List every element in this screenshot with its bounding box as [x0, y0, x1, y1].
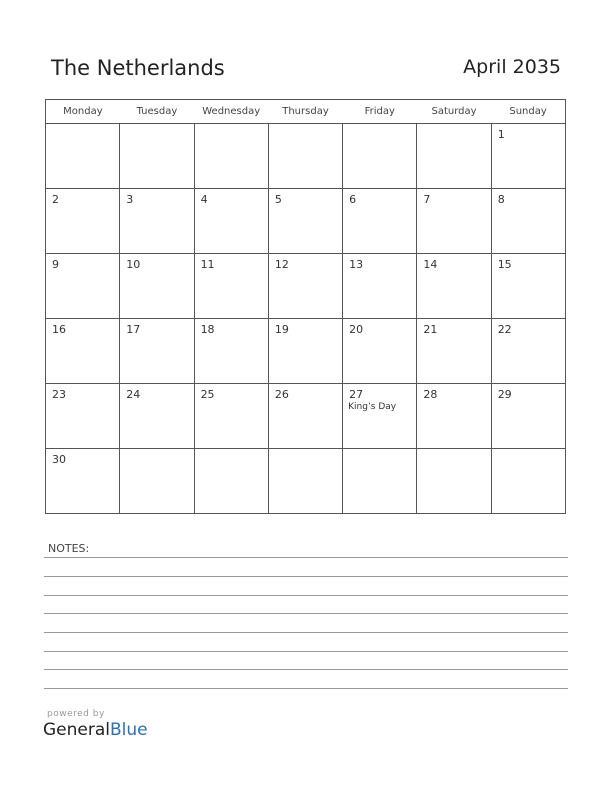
day-number: 21 [423, 323, 438, 336]
calendar-day-cell [417, 384, 491, 449]
calendar-day-cell [46, 124, 120, 189]
calendar-month-year: April 2035 [463, 56, 561, 78]
day-number: 3 [126, 193, 134, 206]
day-number: 2 [52, 193, 59, 206]
calendar-day-cell [194, 189, 268, 254]
calendar-day-cell [120, 124, 194, 189]
calendar-day-cell [194, 319, 268, 384]
day-number: 1 [497, 128, 505, 141]
calendar-day-cell [417, 319, 491, 384]
day-number: 8 [497, 193, 505, 206]
day-number: 27 [349, 388, 364, 401]
day-number: 13 [349, 258, 364, 271]
calendar-day-cell [343, 449, 417, 514]
day-number: 12 [274, 258, 289, 271]
calendar-day-cell [491, 189, 565, 254]
calendar-day-cell [46, 384, 120, 449]
calendar-day-cell [268, 124, 342, 189]
day-number: 9 [52, 258, 59, 271]
notes-label: NOTES: [48, 542, 90, 555]
logo-text-blue: Blue [110, 720, 148, 740]
calendar-day-cell [120, 254, 194, 319]
day-number: 18 [200, 323, 215, 336]
calendar-day-cell [417, 449, 491, 514]
calendar-day-cell [194, 124, 268, 189]
calendar-week-row [46, 124, 566, 189]
calendar-day-cell [120, 189, 194, 254]
day-number: 30 [52, 453, 66, 466]
day-number [120, 449, 193, 453]
logo-text-general: General [43, 720, 110, 740]
day-number: 26 [274, 388, 289, 401]
day-number: 20 [349, 323, 364, 336]
calendar-day-cell [343, 254, 417, 319]
note-line [44, 651, 568, 652]
note-line [44, 557, 568, 558]
calendar-week-row [46, 319, 566, 384]
weekday-header: Sunday [491, 100, 565, 124]
day-number: 22 [497, 323, 512, 336]
calendar-day-cell [417, 124, 491, 189]
calendar-day-cell [417, 254, 491, 319]
day-number: 15 [497, 258, 512, 271]
calendar-grid [45, 99, 566, 514]
calendar-day-cell [120, 319, 194, 384]
calendar-day-cell [268, 319, 342, 384]
day-number [195, 449, 268, 453]
calendar-day-cell [491, 124, 565, 189]
calendar-day-cell [343, 319, 417, 384]
note-line [44, 595, 568, 596]
day-number [343, 449, 416, 453]
powered-by-text: powered by [47, 709, 105, 719]
calendar-day-cell [343, 124, 417, 189]
calendar-day-cell [46, 449, 120, 514]
day-number: 29 [497, 388, 512, 401]
day-number [417, 449, 490, 453]
weekday-header-row [46, 100, 566, 124]
day-number [195, 124, 268, 128]
calendar-day-cell [268, 384, 342, 449]
calendar-country-title: The Netherlands [51, 56, 225, 80]
day-number [46, 124, 119, 128]
calendar-day-cell [491, 384, 565, 449]
calendar-day-cell [46, 254, 120, 319]
calendar-week-row [46, 254, 566, 319]
weekday-header: Tuesday [120, 100, 194, 124]
day-number: 16 [52, 323, 66, 336]
day-number [269, 124, 342, 128]
note-line [44, 632, 568, 633]
calendar-day-cell [268, 449, 342, 514]
weekday-header: Thursday [268, 100, 342, 124]
weekday-header: Monday [46, 100, 120, 124]
calendar-week-row [46, 449, 566, 514]
day-number: 24 [126, 388, 141, 401]
day-number [417, 124, 490, 128]
calendar-week-row [46, 189, 566, 254]
day-number: 5 [274, 193, 282, 206]
note-line [44, 669, 568, 670]
day-number [120, 124, 193, 128]
calendar-day-cell [491, 254, 565, 319]
day-number: 10 [126, 258, 141, 271]
calendar-day-cell [268, 254, 342, 319]
calendar-day-cell [194, 254, 268, 319]
calendar-day-cell [194, 384, 268, 449]
calendar-day-cell [46, 189, 120, 254]
calendar-day-cell [417, 189, 491, 254]
note-line [44, 613, 568, 614]
calendar-day-cell [120, 384, 194, 449]
day-number [492, 449, 565, 453]
calendar-week-row [46, 384, 566, 449]
weekday-header: Saturday [417, 100, 491, 124]
day-number: 6 [349, 193, 357, 206]
day-number [269, 449, 342, 453]
calendar-day-cell [491, 449, 565, 514]
generalblue-logo [43, 720, 148, 740]
day-number: 14 [423, 258, 438, 271]
calendar-day-cell [343, 189, 417, 254]
day-number: 19 [274, 323, 289, 336]
holiday-event: King’s Day [348, 402, 397, 412]
day-number: 28 [423, 388, 438, 401]
day-number: 17 [126, 323, 141, 336]
day-number: 7 [423, 193, 431, 206]
calendar-day-cell [268, 189, 342, 254]
day-number [343, 124, 416, 128]
day-number: 25 [200, 388, 215, 401]
calendar-day-cell [343, 384, 417, 449]
note-line [44, 688, 568, 689]
note-line [44, 576, 568, 577]
calendar-day-cell [120, 449, 194, 514]
day-number: 23 [52, 388, 66, 401]
calendar-day-cell [491, 319, 565, 384]
day-number: 4 [200, 193, 208, 206]
weekday-header: Wednesday [194, 100, 268, 124]
calendar-day-cell [194, 449, 268, 514]
calendar-day-cell [46, 319, 120, 384]
weekday-header: Friday [343, 100, 417, 124]
day-number: 11 [200, 258, 215, 271]
